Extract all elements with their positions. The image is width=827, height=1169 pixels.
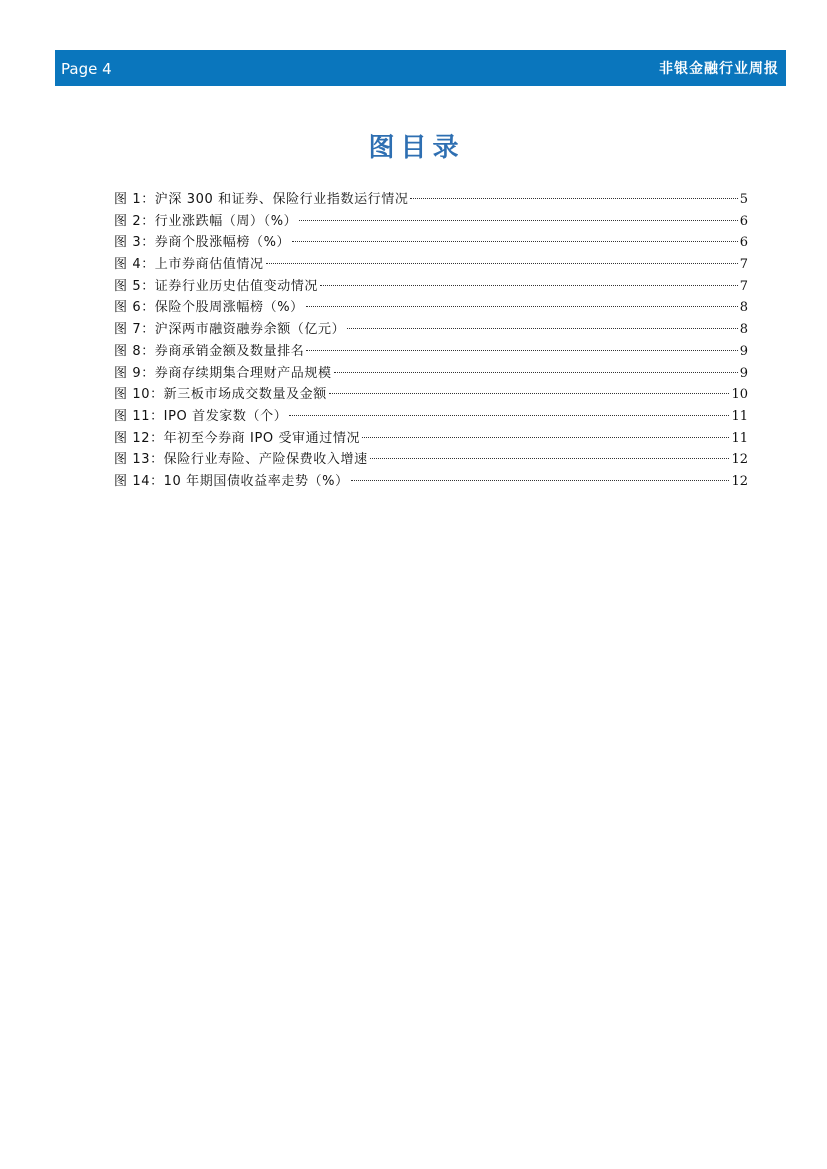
page-number-label: Page 4 [61,60,112,78]
toc-entry-page: 6 [739,235,748,251]
toc-dot-leader [329,393,730,394]
toc-entry[interactable] [114,211,748,233]
toc-entry[interactable] [114,297,748,319]
toc-entry[interactable] [114,189,748,211]
toc-dot-leader [362,437,729,438]
toc-entry-label: 图 5：证券行业历史估值变动情况 [114,278,319,294]
toc-entry-label: 图 14：10 年期国债收益率走势（%） [114,473,349,489]
toc-entry-label: 图 8：券商承销金额及数量排名 [114,343,305,359]
toc-entry-label: 图 12：年初至今券商 IPO 受审通过情况 [114,430,361,446]
toc-dot-leader [370,458,730,459]
toc-dot-leader [351,480,730,481]
toc-entry-label: 图 1：沪深 300 和证券、保险行业指数运行情况 [114,192,409,207]
toc-dot-leader [292,241,738,242]
toc-dot-leader [347,328,738,329]
report-title: 非银金融行业周报 [659,61,779,77]
figure-toc-title: 图目录 [368,133,465,163]
toc-dot-leader [306,306,738,307]
toc-entry[interactable] [114,406,748,428]
toc-dot-leader [289,415,729,416]
toc-entry[interactable] [114,232,748,254]
toc-entry-page: 9 [739,343,748,359]
toc-entry-page: 11 [731,430,748,446]
toc-entry-label: 图 7：沪深两市融资融券余额（亿元） [114,322,346,338]
toc-dot-leader [299,220,737,221]
toc-entry-label: 图 2：行业涨跌幅（周）（%） [114,213,298,229]
toc-entry-page: 5 [739,192,748,207]
toc-dot-leader [306,350,737,351]
toc-dot-leader [410,198,737,199]
toc-entry[interactable] [114,471,748,493]
toc-entry[interactable] [114,363,748,385]
toc-entry[interactable] [114,319,748,341]
toc-entry-page: 7 [739,257,748,273]
toc-entry-page: 11 [731,408,748,424]
toc-entry-page: 9 [739,365,748,381]
toc-entry[interactable] [114,276,748,298]
toc-dot-leader [266,263,738,264]
toc-entry-page: 12 [731,452,748,468]
page-header-bar [55,50,786,86]
toc-entry[interactable] [114,384,748,406]
toc-entry-page: 12 [731,473,748,489]
toc-entry-page: 7 [739,278,748,294]
toc-entry-label: 图 10：新三板市场成交数量及金额 [114,387,327,403]
toc-entry-label: 图 4：上市券商估值情况 [114,257,264,273]
toc-entry-page: 6 [739,213,748,229]
toc-entry-page: 10 [731,387,748,403]
toc-entry-page: 8 [739,322,748,338]
toc-entry-label: 图 13：保险行业寿险、产险保费收入增速 [114,452,368,468]
toc-dot-leader [320,285,738,286]
toc-entry-label: 图 11：IPO 首发家数（个） [114,408,288,424]
toc-entry-label: 图 9：券商存续期集合理财产品规模 [114,365,332,381]
toc-entry-label: 图 6：保险个股周涨幅榜（%） [114,300,304,316]
toc-entry-page: 8 [739,300,748,316]
toc-entry[interactable] [114,428,748,450]
toc-entry-label: 图 3：券商个股涨幅榜（%） [114,235,291,251]
toc-dot-leader [334,372,738,373]
toc-entry[interactable] [114,449,748,471]
toc-entry[interactable] [114,254,748,276]
toc-entry[interactable] [114,341,748,363]
figure-toc-list [114,189,748,493]
